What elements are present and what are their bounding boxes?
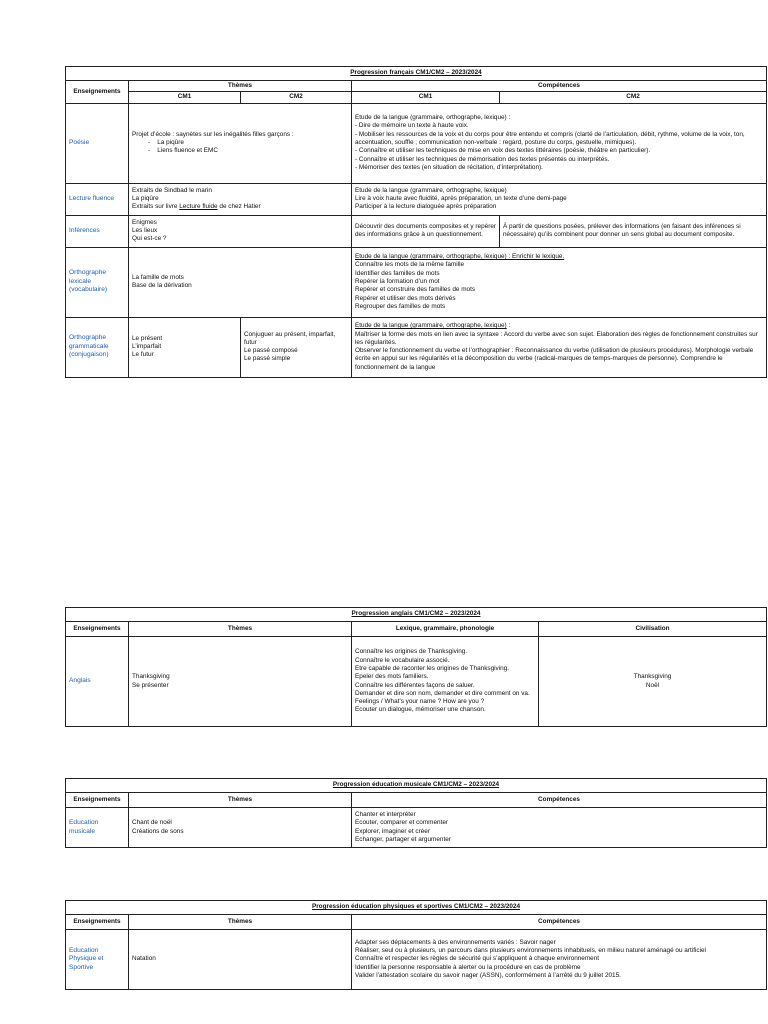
competences-lecture: Etude de la langue (grammaire, orthographe, lexique) Lire à voix haute avec fluidité, après préparation, un texte d’une demi-page Participer à la lecture dialoguée après préparation (352, 183, 767, 215)
header-competences: Compétences (352, 81, 767, 92)
francais-table (65, 66, 767, 378)
header-themes-cm1: CM1 (129, 92, 241, 103)
civilisation-anglais: Thanksgiving Noël (539, 637, 767, 727)
themes-musique: Chant de noël Créations de sons (129, 808, 352, 848)
themes-inferences: Enigmes Les lieux Qui est-ce ? (129, 215, 352, 247)
competence-inferences-cm1: Découvrir des documents composites et y repérer des informations grâce à un questionnement. (352, 215, 500, 247)
subject-orthographe-grammaticale: Orthographe grammaticale (conjugaison) (66, 317, 129, 377)
eps-table (65, 900, 767, 990)
subject-education-musicale: Education musicale (66, 808, 129, 848)
themes-lecture: Extraits de Sindbad le marin La piqûre Extraits sur livre Lecture fluide de chez Hatier (129, 183, 352, 215)
header-competences: Compétences (352, 793, 767, 808)
header-enseignements: Enseignements (66, 81, 129, 104)
header-enseignements: Enseignements (66, 793, 129, 808)
anglais-table (65, 607, 767, 727)
header-themes: Thèmes (129, 915, 352, 930)
subject-lecture-fluence: Lecture fluence (66, 183, 129, 215)
header-civilisation: Civilisation (539, 622, 767, 637)
themes-anglais: Thanksgiving Se présenter (129, 637, 352, 727)
subject-poesie: Poésie (66, 103, 129, 183)
subject-orthographe-lexicale: Orthographe lexicale (vocabulaire) (66, 247, 129, 317)
header-comp-cm1: CM1 (352, 92, 500, 103)
musique-table (65, 778, 767, 848)
header-enseignements: Enseignements (66, 622, 129, 637)
competences-poesie: Etude de la langue (grammaire, orthographe, lexique) : - Dire de mémoire un texte à haute voix. - Mobiliser les ressources de la voix et du corps pour être entendu et compris (clarté de l’articulation, débit, rythme, volume de la voix, ton, accentuation, souffle ; communication non-verbale : regard, posture du corps, gestuelle, mimiques). - Connaître et utiliser les techniques de mise en voix des textes littéraires (poésie, théâtre en particulier). - Connaître et utiliser les techniques de mémorisation des textes présentés ou interprétés. - Mémoriser des textes (en situation de récitation, d’interprétation). (352, 103, 767, 183)
subject-eps: Education Physique et Sportive (66, 930, 129, 990)
anglais-title: Progression anglais CM1/CM2 – 2023/2024 (351, 610, 481, 618)
header-themes: Thèmes (129, 622, 352, 637)
theme-bullet: - La piqûre (148, 138, 184, 146)
themes-orthographe-grammaticale-cm2: Conjuguer au présent, imparfait, futur Le passé composé Le passé simple (241, 317, 352, 377)
theme-bullet: - Liens fluence et EMC (148, 147, 218, 155)
musique-title: Progression éducation musicale CM1/CM2 – 2023/2024 (332, 781, 500, 789)
themes-poesie: Projet d’école : saynètes sur les inégalités filles garçons : - La piqûre - Liens fluence et EMC (129, 103, 352, 183)
header-competences: Compétences (352, 915, 767, 930)
subject-anglais: Anglais (66, 637, 129, 727)
header-lexique: Lexique, grammaire, phonologie (352, 622, 539, 637)
themes-orthographe-lexicale: La famille de mots Base de la dérivation (129, 247, 352, 317)
header-themes-cm2: CM2 (241, 92, 352, 103)
competences-eps: Adapter ses déplacements à des environnements variés : Savoir nager Réaliser, seul ou à plusieurs, un parcours dans plusieurs environnements inhabituels, en milieu naturel aménagé ou artificiel Connaître et respecter les règles de sécurité qui s’appliquent à chaque environnement Identifier la personne responsable à alerter ou la procédure en cas de problème Valider l’attestation scolaire du savoir nager (ASSN), conformément à l’arrêté du 9 juillet 2015. (352, 930, 767, 990)
francais-title: Progression français CM1/CM2 – 2023/2024 (350, 69, 482, 77)
competences-orthographe-lexicale: Etude de la langue (grammaire, orthographe, lexique) : Enrichir le lexique. Connaître les mots de la même famille Identifier des familles de mots Repérer la formation d’un mot Repérer et construire des familles de mots Repérer et utiliser des mots dérivés Regrouper des familles de mots (352, 247, 767, 317)
header-comp-cm2: CM2 (500, 92, 767, 103)
eps-title: Progression éducation physiques et sportives CM1/CM2 – 2023/2024 (311, 903, 521, 911)
lexique-anglais: Connaître les origines de Thanksgiving. Connaître le vocabulaire associé. Etre capable de raconter les origines de Thanksgiving. Epeler des mots familiers. Connaître les différentes façons de saluer. Demander et dire son nom, demander et dire comment on va. Feelings / What’s your name ? How are you ? Ecouter un dialogue, mémoriser une chanson. (352, 637, 539, 727)
subject-inferences: Inférences (66, 215, 129, 247)
themes-eps: Natation (129, 930, 352, 990)
competences-orthographe-grammaticale: Etude de la langue (grammaire, orthographe, lexique) : Maîtriser la forme des mots en lien avec la syntaxe : Accord du verbe avec son sujet. Elaboration des règles de fonctionnement construites sur les régularités. Observer le fonctionnement du verbe et l’orthographier : Reconnaissance du verbe (utilisation de plusieurs procédures). Morphologie verbale écrite en appui sur les régularités et la décomposition du verbe (radical-marques de temps-marques de personne). Comprendre le fonctionnement de la langue (352, 317, 767, 377)
themes-orthographe-grammaticale-cm1: Le présent L’imparfait Le futur (129, 317, 241, 377)
competences-musique: Chanter et interpréter Ecouter, comparer et commenter Explorer, imaginer et créer Echanger, partager et argumenter (352, 808, 767, 848)
competence-inferences-cm2: À partir de questions posées, prélever des informations (en faisant des inférences si nécessaire) qu’ils combinent pour donner un sens global au document composite. (500, 215, 767, 247)
header-enseignements: Enseignements (66, 915, 129, 930)
header-themes: Thèmes (129, 81, 352, 92)
header-themes: Thèmes (129, 793, 352, 808)
